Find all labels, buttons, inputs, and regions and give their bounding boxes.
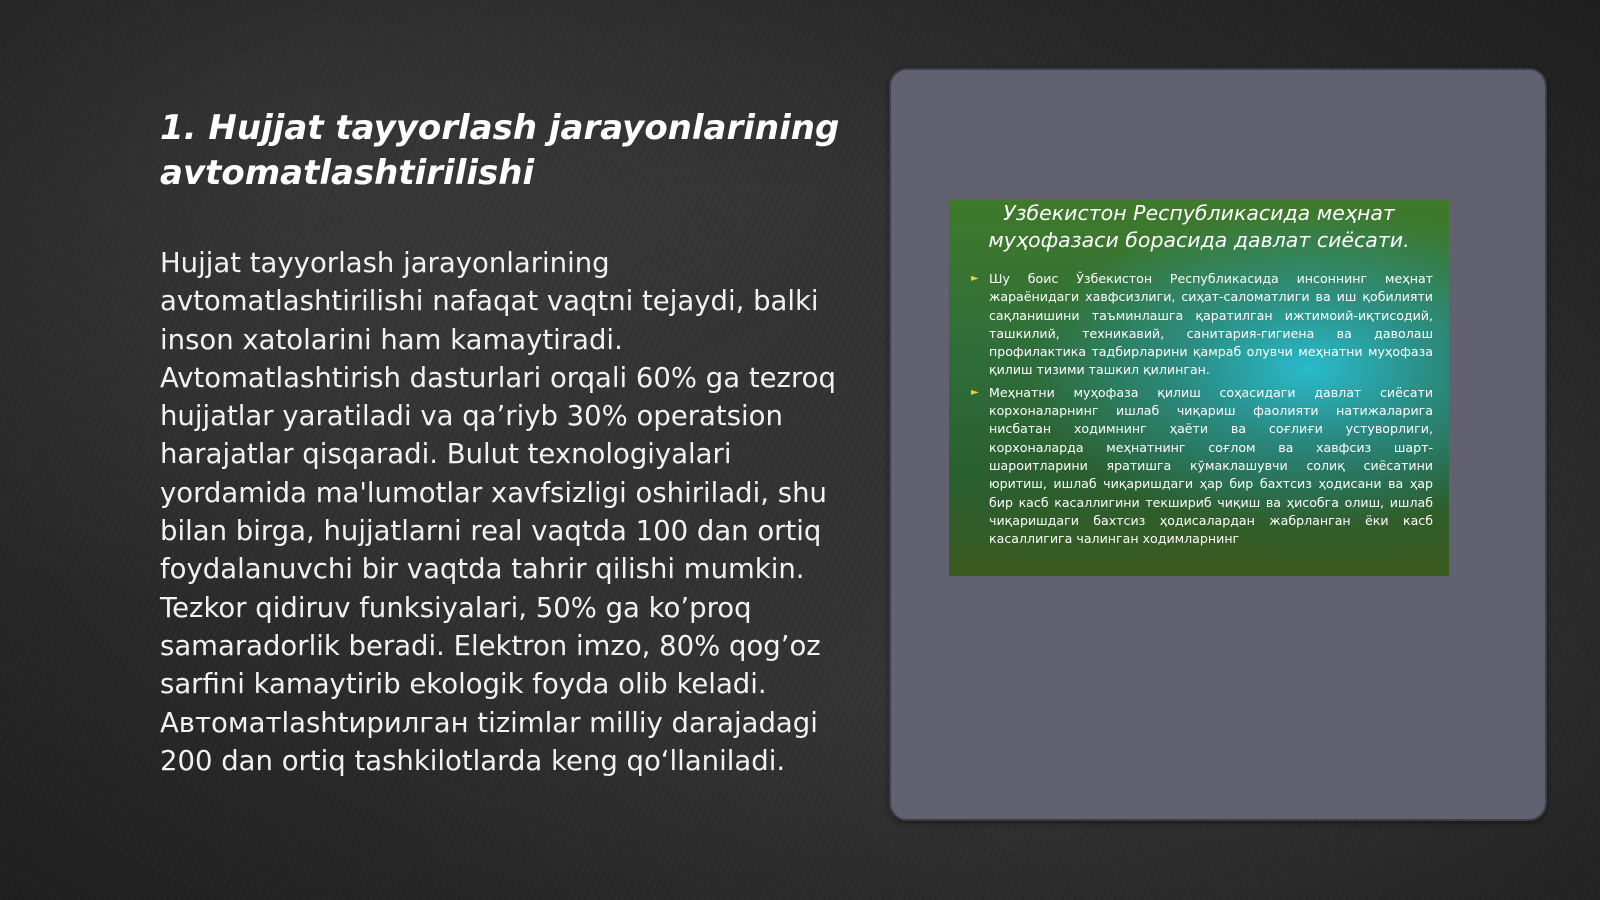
body-paragraph: Hujjat tayyorlash jarayonlarining avtomatlashtirilishi nafaqat vaqtni tejaydi, balki inson xatolarini ham kamaytiradi. Avtomatlashtirish dasturlari orqali 60% ga tezroq hujjatlar yaratiladi va qa’riyb 30% operatsion harajatlar qisqaradi. Bulut texnologiyalari yordamida ma'lumotlar xavfsizligi oshiriladi, shu bilan birga, hujjatlarni real vaqtda 100 dan ortiq foydalanuvchi bir vaqtda tahrir qilishi mumkin. Tezkor qidiruv funksiyalari, 50% ga ko’proq samaradorlik beradi. Elektron imzo, 80% qog’oz sarfini kamaytirib ekologik foyda olib keladi. Автоматlashtирилган tizimlar milliy darajadagi 200 dan ortiq tashkilotlarda keng qo‘llaniladi. [160,247,836,777]
embedded-slide-bullets [971,270,1433,552]
heading-line-2: avtomatlashtirilishi [160,153,535,193]
embedded-bullet-text: Меҳнатни муҳофаза қилиш соҳасидаги давлат сиёсати корхоналарнинг ишлаб чиқариш фаолияти натижаларига нисбатан ходимнинг ҳаёти ва соғлиғи устуворлиги, корхоналарда меҳнатнинг соғлом ва хавфсиз шарт-шароитларини яратишга кўмаклашувчи солиқ сиёсатини юритиш, ишлаб чиқаришдаги ҳар бир бахтсиз ҳодисани ва ҳар бир касб касаллигини текшириб чиқиш ва ҳисобга олиш, ишлаб чиқаришдаги бахтсиз ҳодисалардан жабрланган ёки касб касаллигига чалинган ходимларнинг [989,384,1433,547]
embedded-slide-image [949,200,1449,576]
embedded-slide-title: Узбекистон Республикасида меҳнат муҳофазаси борасида давлат сиёсати. [988,201,1410,252]
embedded-bullet-item [971,384,1433,549]
bullet-arrow-icon: ► [971,386,979,398]
slide-heading [160,106,840,196]
heading-line-1: 1. Hujjat tayyorlash jarayonlarining [160,108,840,148]
embedded-bullet-item [971,270,1433,380]
bullet-arrow-icon: ► [971,273,979,284]
embedded-bullet-text: Шу боис Ўзбекистон Республикасида инсоннинг меҳнат жараёнидаги хавфсизлиги, сиҳат-саломатлиги ва иш қобилияти сақланишини таъминлашга қаратилган ижтимоий-иқтисодий, ташкилий, техникавий, санитария-гигиена ва даволаш профилактика тадбирларини қамраб олувчи меҳнатни муҳофаза қилиш тизими ташкил қилинган. [989,271,1433,378]
